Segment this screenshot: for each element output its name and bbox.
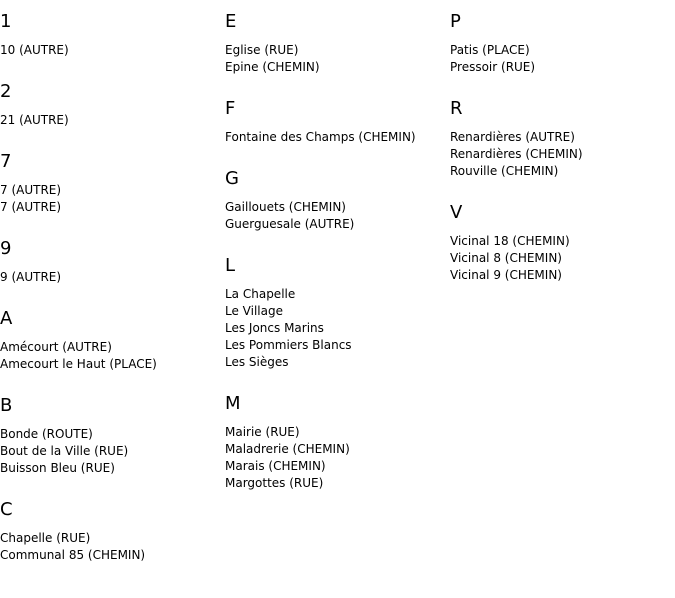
letter-heading: L (225, 255, 236, 276)
street-entry: Gaillouets (CHEMIN) (225, 200, 346, 214)
street-entry: 7 (AUTRE) (0, 183, 62, 197)
letter-heading: G (225, 168, 239, 189)
street-index-column-1 (0, 12, 225, 564)
street-list (450, 129, 675, 180)
street-index-column-2 (225, 12, 450, 492)
letter-group-g (225, 169, 450, 233)
street-entry: Pressoir (RUE) (450, 60, 536, 74)
letter-heading: 1 (0, 11, 12, 32)
street-entry: Fontaine des Champs (CHEMIN) (225, 130, 416, 144)
street-list (0, 339, 225, 373)
street-entry: La Chapelle (225, 287, 296, 301)
street-entry: Amécourt (AUTRE) (0, 340, 112, 354)
street-entry: Le Village (225, 304, 283, 318)
letter-heading: R (450, 98, 463, 119)
letter-group-l (225, 256, 450, 371)
street-entry: Vicinal 18 (CHEMIN) (450, 234, 570, 248)
letter-group-r (450, 99, 675, 180)
letter-heading: V (450, 202, 463, 223)
letter-group-7 (0, 152, 225, 216)
street-list (450, 42, 675, 76)
street-entry: Les Sièges (225, 355, 289, 369)
street-entry: Marais (CHEMIN) (225, 459, 326, 473)
letter-group-e (225, 12, 450, 76)
street-entry: Vicinal 8 (CHEMIN) (450, 251, 562, 265)
street-entry: 21 (AUTRE) (0, 113, 69, 127)
street-entry: Amecourt le Haut (PLACE) (0, 357, 157, 371)
street-entry: Eglise (RUE) (225, 43, 299, 57)
letter-heading: M (225, 393, 241, 414)
street-list (0, 182, 225, 216)
street-entry: Guerguesale (AUTRE) (225, 217, 355, 231)
street-entry: Bout de la Ville (RUE) (0, 444, 129, 458)
street-entry: Patis (PLACE) (450, 43, 530, 57)
letter-heading: 2 (0, 81, 12, 102)
letter-heading: A (0, 308, 13, 329)
letter-heading: E (225, 11, 237, 32)
letter-heading: 9 (0, 238, 12, 259)
street-list (225, 129, 450, 146)
street-list (225, 199, 450, 233)
letter-group-c (0, 500, 225, 564)
letter-group-v (450, 203, 675, 284)
street-entry: Les Joncs Marins (225, 321, 324, 335)
street-entry: 7 (AUTRE) (0, 200, 62, 214)
letter-group-a (0, 309, 225, 373)
street-entry: Buisson Bleu (RUE) (0, 461, 115, 475)
letter-group-2 (0, 82, 225, 129)
street-entry: Vicinal 9 (CHEMIN) (450, 268, 562, 282)
street-entry: Chapelle (RUE) (0, 531, 91, 545)
street-list (225, 424, 450, 492)
street-entry: Renardières (AUTRE) (450, 130, 575, 144)
street-index-column-3 (450, 12, 675, 284)
street-entry: Maladrerie (CHEMIN) (225, 442, 350, 456)
letter-group-p (450, 12, 675, 76)
letter-heading: C (0, 499, 13, 520)
letter-group-1 (0, 12, 225, 59)
letter-heading: F (225, 98, 236, 119)
street-entry: Renardières (CHEMIN) (450, 147, 583, 161)
street-entry: 9 (AUTRE) (0, 270, 62, 284)
street-list (0, 530, 225, 564)
street-entry: Epine (CHEMIN) (225, 60, 320, 74)
street-entry: Les Pommiers Blancs (225, 338, 352, 352)
street-entry: Communal 85 (CHEMIN) (0, 548, 146, 562)
street-entry: Margottes (RUE) (225, 476, 324, 490)
letter-group-f (225, 99, 450, 146)
letter-heading: P (450, 11, 461, 32)
letter-group-9 (0, 239, 225, 286)
letter-heading: B (0, 395, 13, 416)
street-list (450, 233, 675, 284)
street-list (225, 286, 450, 371)
letter-group-b (0, 396, 225, 477)
street-list (0, 269, 225, 286)
letter-heading: 7 (0, 151, 12, 172)
street-list (0, 112, 225, 129)
street-list (225, 42, 450, 76)
street-entry: Bonde (ROUTE) (0, 427, 93, 441)
street-entry: 10 (AUTRE) (0, 43, 69, 57)
street-list (0, 426, 225, 477)
street-entry: Rouville (CHEMIN) (450, 164, 559, 178)
letter-group-m (225, 394, 450, 492)
street-entry: Mairie (RUE) (225, 425, 300, 439)
street-list (0, 42, 225, 59)
